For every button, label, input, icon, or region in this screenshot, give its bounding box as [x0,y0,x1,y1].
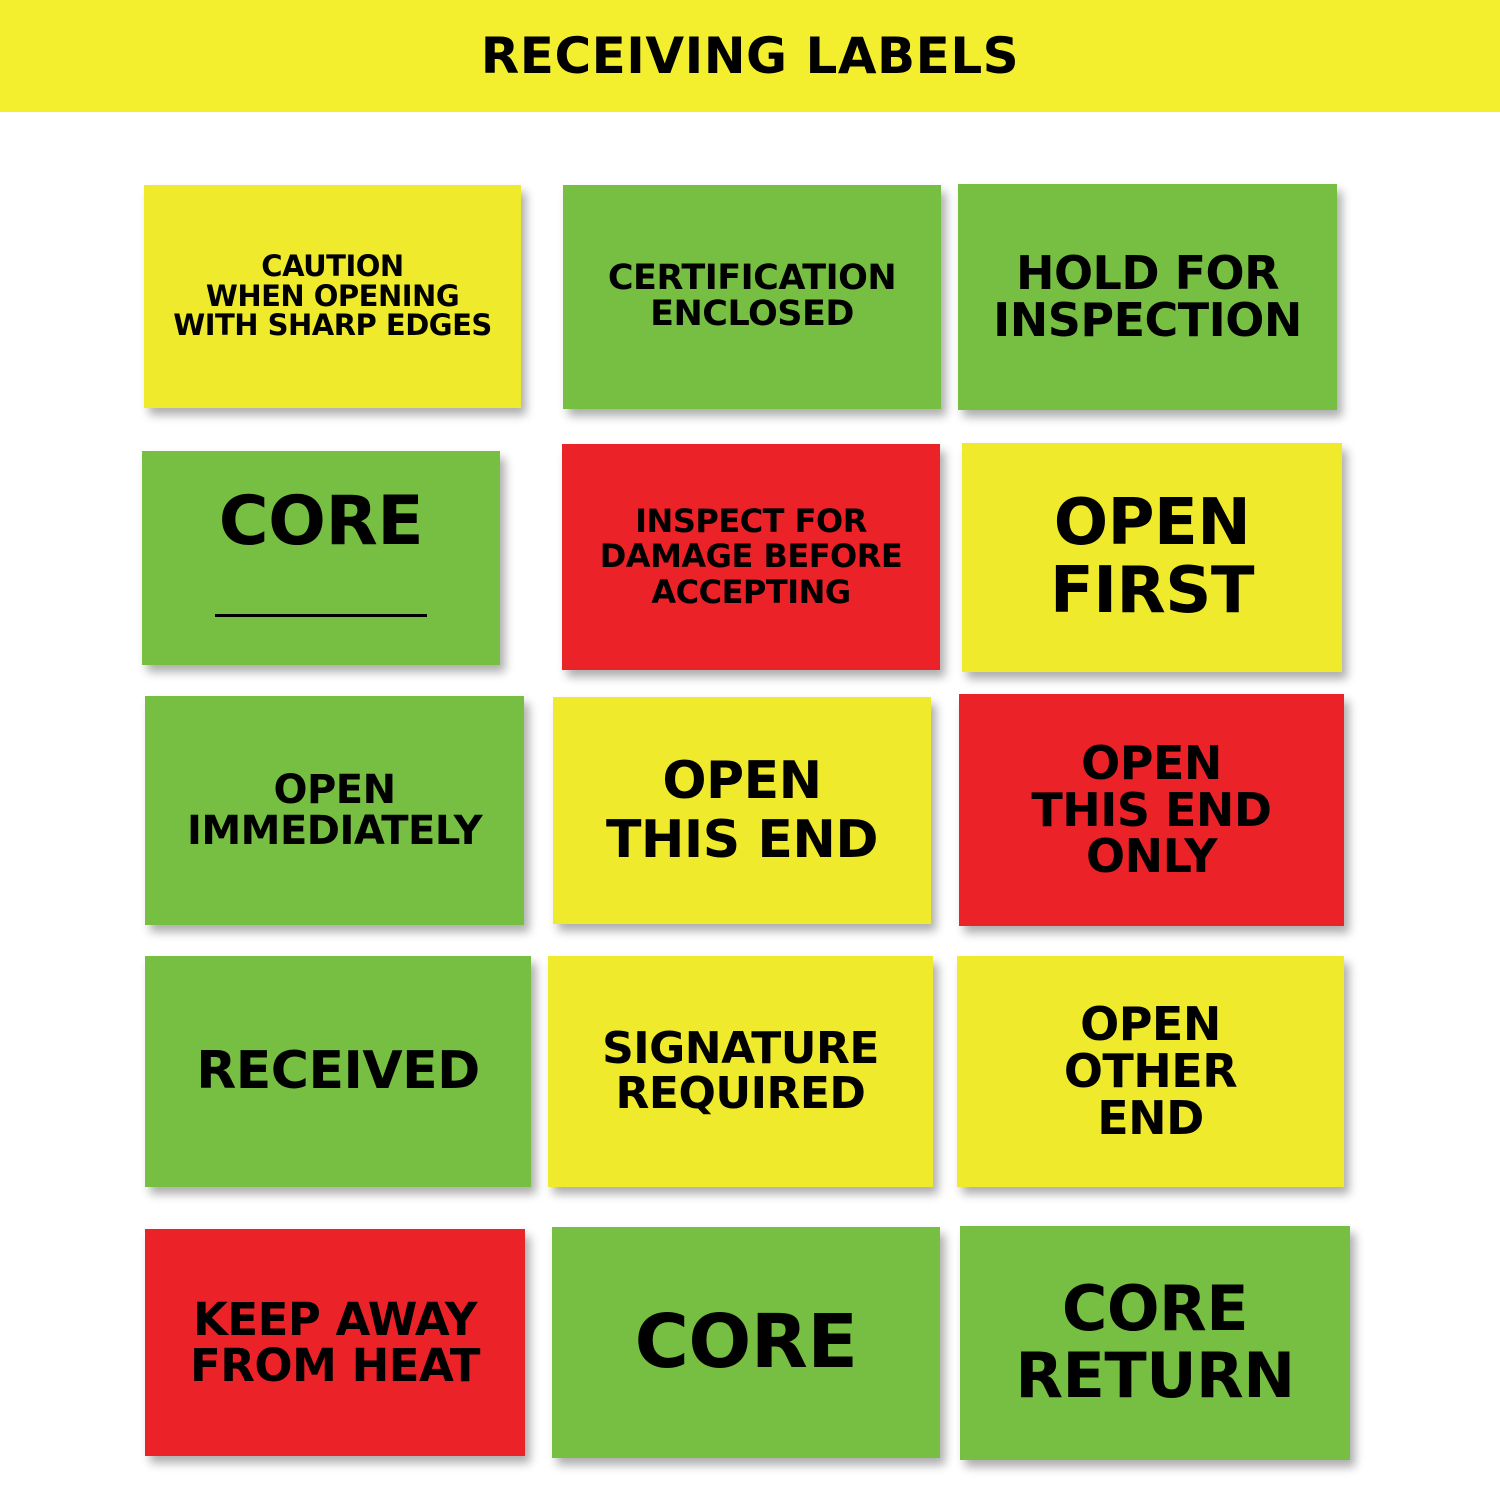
label-keep-away-from-heat [145,1229,525,1456]
label-text: CERTIFICATION ENCLOSED [607,258,897,334]
label-core-write-in [142,451,500,665]
page-title: RECEIVING LABELS [480,27,1020,85]
label-core [552,1227,940,1458]
label-signature-required [548,956,933,1187]
label-text: OPEN THIS END [605,751,879,870]
label-core-return [960,1226,1350,1460]
label-text: CORE RETURN [1015,1272,1295,1412]
label-open-first [962,443,1342,672]
label-text: OPEN IMMEDIATELY [186,766,483,854]
label-caution-sharp-edges [144,185,521,408]
label-text: KEEP AWAY FROM HEAT [189,1292,481,1392]
label-text: OPEN THIS END ONLY [1031,735,1272,884]
label-open-this-end-only [959,694,1344,926]
label-certification-enclosed [563,185,941,409]
label-text: SIGNATURE REQUIRED [602,1022,879,1119]
label-open-other-end [957,956,1344,1187]
label-open-immediately [145,696,524,925]
label-received [145,956,531,1187]
label-open-this-end [553,697,931,924]
label-text: OPEN FIRST [1049,486,1255,628]
label-text: HOLD FOR INSPECTION [993,246,1302,347]
label-text: OPEN OTHER END [1063,997,1238,1145]
label-text: CAUTION WHEN OPENING WITH SHARP EDGES [173,249,492,343]
label-inspect-for-damage [562,444,940,670]
write-in-line [215,614,427,617]
label-text: RECEIVED [196,1040,480,1101]
title-banner [0,0,1500,112]
label-hold-for-inspection [958,184,1337,410]
label-text: CORE [218,482,424,561]
label-text: INSPECT FOR DAMAGE BEFORE ACCEPTING [599,502,903,611]
label-text: CORE [634,1298,858,1385]
